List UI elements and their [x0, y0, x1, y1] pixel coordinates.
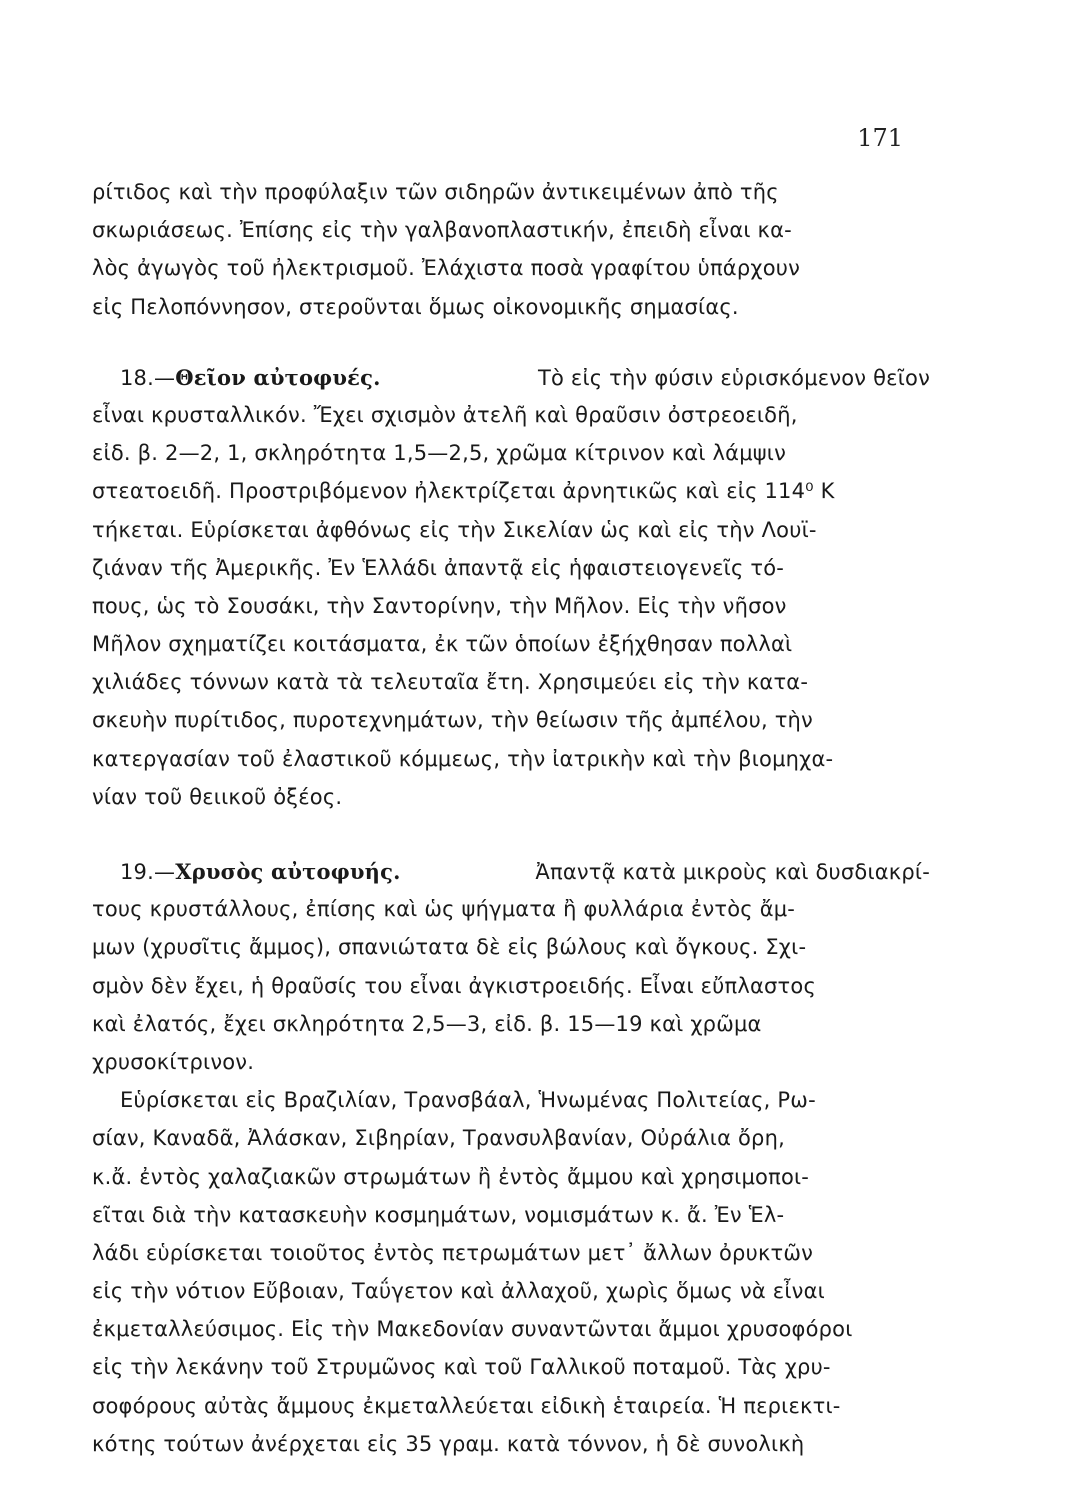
section-18-heading-line: 18.—Θεῖον αὐτοφυές. Τὸ εἰς τὴν φύσιν εὑρισκόμενον θεῖον [120, 364, 930, 390]
text-line: στεατοειδῆ. Προστριβόμενον ἠλεκτρίζεται ἀρνητικῶς καὶ εἰς 114⁰ Κ [92, 479, 835, 504]
text-line: ρίτιδος καὶ τὴν προφύλαξιν τῶν σιδηρῶν ἀντικειμένων ἀπὸ τῆς [92, 180, 779, 204]
text-line: Μῆλον σχηματίζει κοιτάσματα, ἐκ τῶν ὁποίων ἐξήχθησαν πολλαὶ [92, 632, 793, 657]
page-number: 171 [857, 124, 903, 152]
text-line: κότης τούτων ἀνέρχεται εἰς 35 γραμ. κατὰ τόννον, ἡ δὲ συνολικὴ [92, 1431, 805, 1456]
text-line: σκωριάσεως. Ἐπίσης εἰς τὴν γαλβανοπλαστικήν, ἐπειδὴ εἶναι κα- [92, 218, 792, 243]
text-line: εἰς Πελοπόννησον, στεροῦνται ὅμως οἰκονομικῆς σημασίας. [92, 294, 739, 319]
text-line: σμὸν δὲν ἔχει, ἡ θραῦσίς του εἶναι ἀγκιστροειδής. Εἶναι εὔπλαστος [92, 973, 816, 998]
text-line: εἰς τὴν λεκάνην τοῦ Στρυμῶνος καὶ τοῦ Γαλλικοῦ ποταμοῦ. Τὰς χρυ- [92, 1355, 831, 1380]
text-line: εἰς τὴν νότιον Εὔβοιαν, Ταΰγετον καὶ ἀλλαχοῦ, χωρὶς ὅμως νὰ εἶναι [92, 1279, 825, 1304]
section-number: 18.— [120, 365, 176, 390]
text-line: σκευὴν πυρίτιδος, πυροτεχνημάτων, τὴν θείωσιν τῆς ἀμπέλου, τὴν [92, 708, 813, 733]
text-line: εἰδ. β. 2—2, 1, σκληρότητα 1,5—2,5, χρῶμα κίτρινον καὶ λάμψιν [92, 441, 787, 466]
text-line: σίαν, Καναδᾶ, Ἀλάσκαν, Σιβηρίαν, Τρανσυλβανίαν, Οὐράλια ὄρη, [92, 1126, 785, 1151]
text-line: τους κρυστάλλους, ἐπίσης καὶ ὡς ψήγματα ἢ φυλλάρια ἐντὸς ἄμ- [92, 897, 796, 922]
text-line: εἶναι κρυσταλλικόν. Ἔχει σχισμὸν ἀτελῆ καὶ θραῦσιν ὀστρεοειδῆ, [92, 402, 798, 427]
text-line: τήκεται. Εὑρίσκεται ἀφθόνως εἰς τὴν Σικελίαν ὡς καὶ εἰς τὴν Λουϊ- [92, 517, 817, 542]
text-line: πους, ὡς τὸ Σουσάκι, τὴν Σαντορίνην, τὴν Μῆλον. Εἰς τὴν νῆσον [92, 593, 787, 618]
text-line: λάδι εὑρίσκεται τοιοῦτος ἐντὸς πετρωμάτων μετ᾽ ἄλλων ὀρυκτῶν [92, 1240, 814, 1265]
text-line: σοφόρους αὐτὰς ἄμμους ἐκμεταλλεύεται εἰδικὴ ἑταιρεία. Ἡ περιεκτι- [92, 1393, 841, 1418]
body-text [92, 180, 930, 1470]
text-line: κ.ἄ. ἐντὸς χαλαζιακῶν στρωμάτων ἢ ἐντὸς ἄμμου καὶ χρησιμοποι- [92, 1164, 810, 1189]
text-line: ἐκμεταλλεύσιμος. Εἰς τὴν Μακεδονίαν συναντῶνται ἄμμοι χρυσοφόροι [92, 1317, 853, 1342]
text-line: κατεργασίαν τοῦ ἐλαστικοῦ κόμμεως, τὴν ἰατρικὴν καὶ τὴν βιομηχα- [92, 746, 834, 771]
section-heading: Θεῖον αὐτοφυές. [175, 364, 381, 390]
text-line: ζιάναν τῆς Ἀμερικῆς. Ἐν Ἑλλάδι ἀπαντᾷ εἰς ἡφαιστειογενεῖς τό- [92, 555, 785, 580]
section-19-heading-line: 19.—Χρυσὸς αὐτοφυής. Ἀπαντᾷ κατὰ μικροὺς καὶ δυσδιακρί- [120, 859, 930, 884]
text-line: Εὑρίσκεται εἰς Βραζιλίαν, Τρανσβάαλ, Ἡνωμένας Πολιτείας, Ρω- [120, 1088, 816, 1113]
text-line: λὸς ἀγωγὸς τοῦ ἠλεκτρισμοῦ. Ἐλάχιστα ποσὰ γραφίτου ὑπάρχουν [92, 256, 801, 281]
text-line: χιλιάδες τόννων κατὰ τὰ τελευταῖα ἔτη. Χρησιμεύει εἰς τὴν κατα- [92, 670, 809, 695]
section-heading: Χρυσὸς αὐτοφυής. [175, 859, 401, 884]
section-number: 19.— [120, 860, 176, 884]
text-line: καὶ ἐλατός, ἔχει σκληρότητα 2,5—3, εἰδ. β. 15—19 καὶ χρῶμα [92, 1011, 762, 1036]
text-line: νίαν τοῦ θειικοῦ ὀξέος. [92, 784, 343, 809]
text-line: μων (χρυσῖτις ἄμμος), σπανιώτατα δὲ εἰς βώλους καὶ ὄγκους. Σχι- [92, 935, 807, 960]
text-line: χρυσοκίτρινον. [92, 1049, 255, 1074]
text-line: εῖται διὰ τὴν κατασκευὴν κοσμημάτων, νομισμάτων κ. ἄ. Ἐν Ἑλ- [92, 1202, 785, 1227]
